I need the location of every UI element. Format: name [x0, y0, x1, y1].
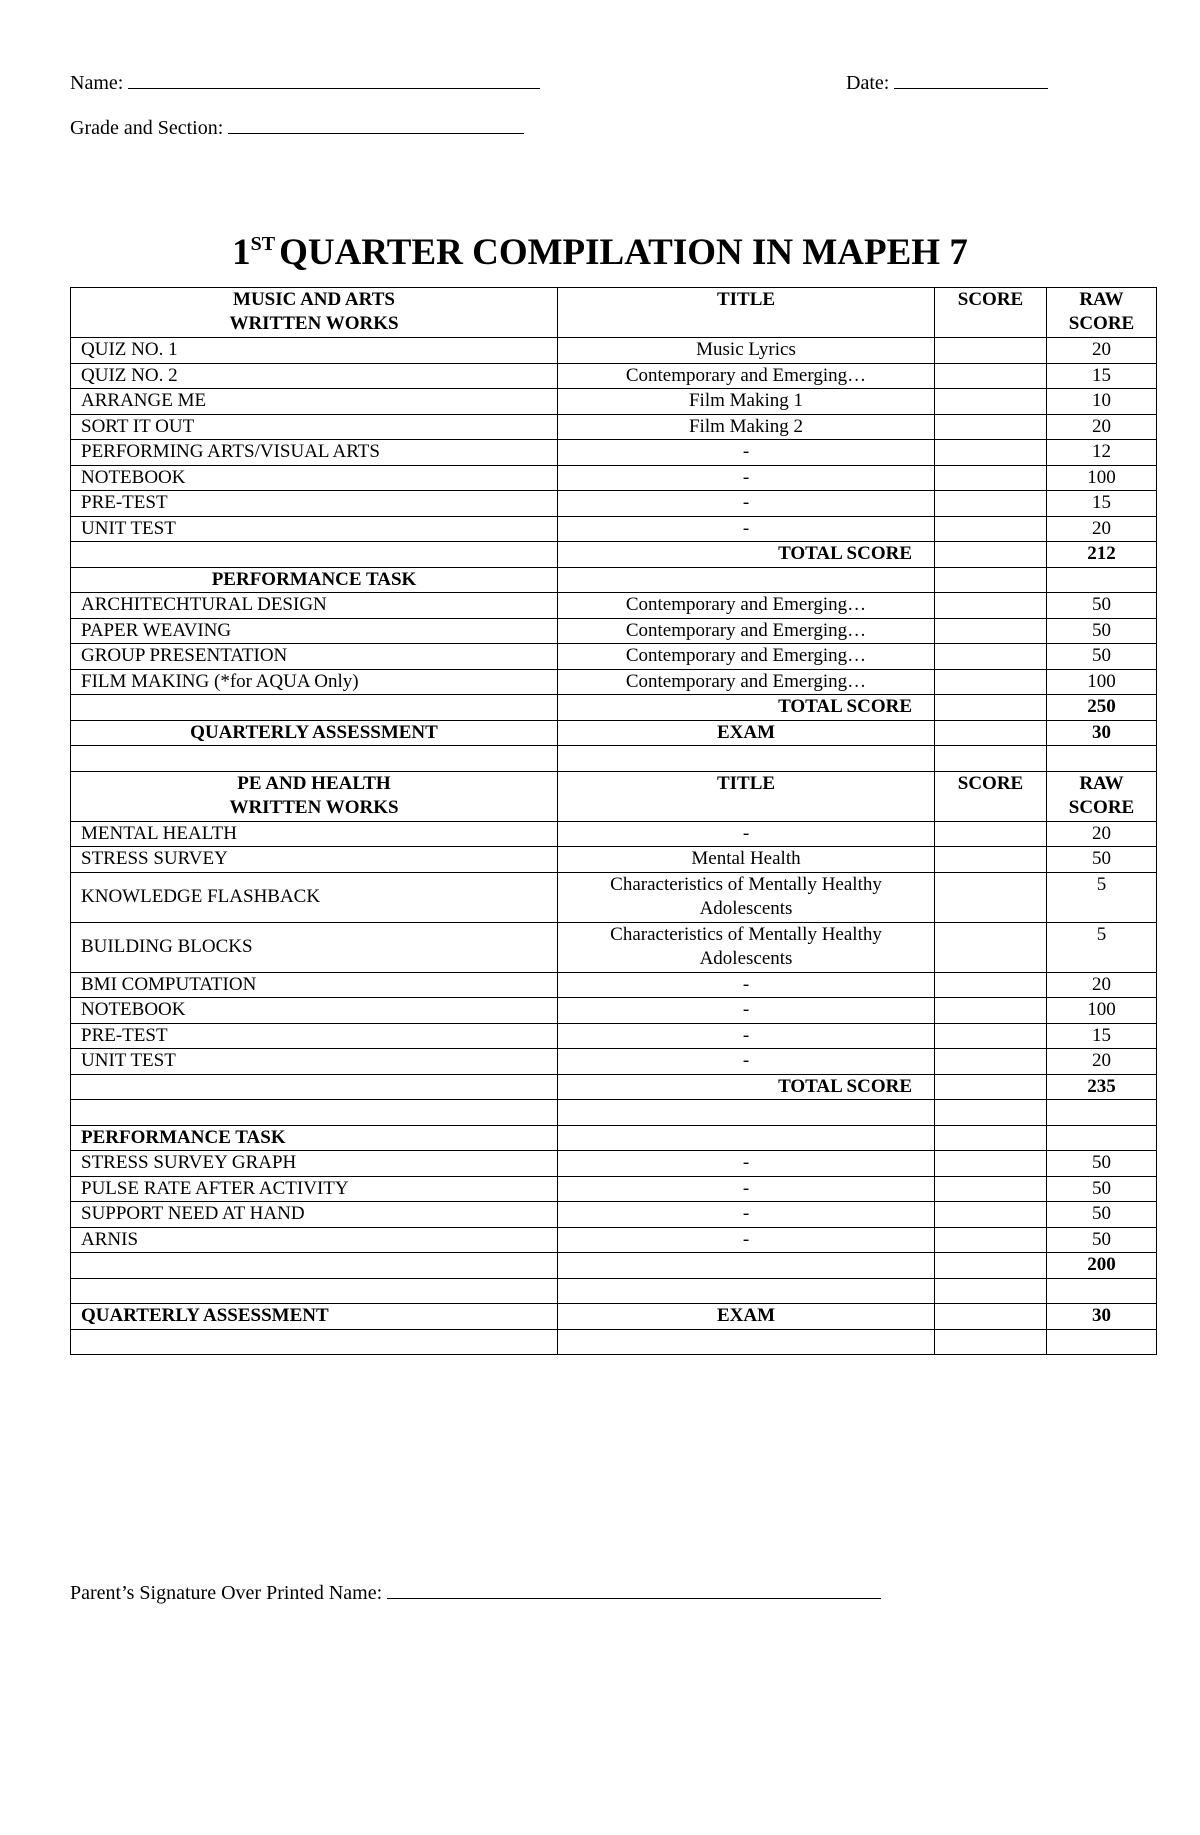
- item-name: QUIZ NO. 2: [71, 363, 558, 389]
- table-row: [71, 414, 1157, 440]
- pe-health-performance-task-row-label: PERFORMANCE TASK: [71, 1125, 558, 1151]
- table-row: [71, 1023, 1157, 1049]
- item-title: -: [558, 465, 935, 491]
- score-input-cell[interactable]: [935, 847, 1047, 873]
- score-input-cell[interactable]: [935, 593, 1047, 619]
- table-row: [71, 491, 1157, 517]
- score-input-cell[interactable]: [935, 414, 1047, 440]
- table-row: [71, 440, 1157, 466]
- raw-score: 50: [1047, 1202, 1157, 1228]
- score-input-cell[interactable]: [935, 363, 1047, 389]
- raw-score: 50: [1047, 644, 1157, 670]
- music-arts-header-raw2: SCORE: [1068, 313, 1135, 334]
- pe-health-header-line1: PE AND HEALTH: [237, 772, 391, 794]
- section-spacer-row: [71, 746, 1157, 772]
- raw-score: 10: [1047, 389, 1157, 415]
- empty-cell: [935, 1278, 1047, 1304]
- raw-score: 15: [1047, 363, 1157, 389]
- item-name: QUIZ NO. 1: [71, 338, 558, 364]
- name-blank-line[interactable]: [128, 70, 540, 89]
- music-arts-performance-task-row-label: PERFORMANCE TASK: [71, 567, 558, 593]
- empty-cell: [558, 746, 935, 772]
- name-label: Name:: [70, 72, 124, 94]
- music-arts-header-line1: MUSIC AND ARTS: [233, 289, 395, 310]
- date-blank-line[interactable]: [894, 70, 1048, 89]
- score-input-cell[interactable]: [935, 338, 1047, 364]
- table-row: [71, 1227, 1157, 1253]
- item-name: PERFORMING ARTS/VISUAL ARTS: [71, 440, 558, 466]
- empty-cell: [71, 1278, 558, 1304]
- item-title: Contemporary and Emerging…: [558, 363, 935, 389]
- title-rest: QUARTER COMPILATION IN MAPEH 7: [279, 232, 968, 273]
- music-arts-quarterly-assessment-row: [71, 720, 1157, 746]
- table-row: [71, 593, 1157, 619]
- score-input-cell[interactable]: [935, 1151, 1047, 1177]
- score-input-cell[interactable]: [935, 465, 1047, 491]
- grade-section-label: Grade and Section:: [70, 117, 224, 139]
- pe-health-header-raw2: SCORE: [1068, 796, 1135, 818]
- item-title: Mental Health: [558, 847, 935, 873]
- item-name: STRESS SURVEY GRAPH: [71, 1151, 558, 1177]
- score-input-cell[interactable]: [935, 389, 1047, 415]
- raw-score: 100: [1047, 669, 1157, 695]
- empty-cell: [1047, 1329, 1157, 1355]
- item-name: NOTEBOOK: [71, 465, 558, 491]
- quarterly-assessment-title: EXAM: [558, 720, 935, 746]
- item-name: MENTAL HEALTH: [71, 821, 558, 847]
- empty-cell: [1047, 1278, 1157, 1304]
- item-title: -: [558, 998, 935, 1024]
- pe-health-pt-total-row: [71, 1253, 1157, 1279]
- item-name: FILM MAKING (*for AQUA Only): [71, 669, 558, 695]
- raw-score: 20: [1047, 1049, 1157, 1075]
- table-row: [71, 1202, 1157, 1228]
- parent-signature-field[interactable]: [70, 1580, 881, 1605]
- score-input-cell[interactable]: [935, 1202, 1047, 1228]
- table-row: [71, 465, 1157, 491]
- table-row: [71, 1176, 1157, 1202]
- raw-score: 20: [1047, 338, 1157, 364]
- blank-row: [71, 1329, 1157, 1355]
- score-input-cell[interactable]: [935, 1176, 1047, 1202]
- item-name: UNIT TEST: [71, 1049, 558, 1075]
- table-row: [71, 516, 1157, 542]
- page-title: [0, 222, 1200, 275]
- empty-cell: [558, 1253, 935, 1279]
- item-name: STRESS SURVEY: [71, 847, 558, 873]
- item-title: Film Making 2: [558, 414, 935, 440]
- raw-score: 20: [1047, 972, 1157, 998]
- table-row: [71, 338, 1157, 364]
- item-title: -: [558, 1023, 935, 1049]
- item-title: -: [558, 1227, 935, 1253]
- item-title: Film Making 1: [558, 389, 935, 415]
- score-input-cell[interactable]: [935, 872, 1047, 922]
- score-input-cell[interactable]: [935, 618, 1047, 644]
- music-arts-header-category: [71, 288, 558, 338]
- music-arts-pt-total-row: [71, 695, 1157, 721]
- item-name: PAPER WEAVING: [71, 618, 558, 644]
- pe-health-header-category: [71, 771, 558, 821]
- total-raw-score: 200: [1047, 1253, 1157, 1279]
- parent-signature-label: Parent’s Signature Over Printed Name:: [70, 1582, 383, 1604]
- empty-cell: [1047, 746, 1157, 772]
- item-name: PULSE RATE AFTER ACTIVITY: [71, 1176, 558, 1202]
- music-arts-header-raw-score: [1047, 288, 1157, 338]
- total-score-input-cell[interactable]: [935, 1074, 1047, 1100]
- empty-cell: [558, 1278, 935, 1304]
- parent-signature-blank-line[interactable]: [387, 1580, 881, 1599]
- table-row: [71, 872, 1157, 922]
- raw-score: 50: [1047, 847, 1157, 873]
- pe-health-header-raw-score: [1047, 771, 1157, 821]
- empty-cell: [935, 1100, 1047, 1126]
- item-title: -: [558, 972, 935, 998]
- raw-score: 100: [1047, 465, 1157, 491]
- empty-cell: [558, 1125, 935, 1151]
- item-title: Characteristics of Mentally Healthy Adolescents: [558, 922, 935, 972]
- table-row: [71, 644, 1157, 670]
- score-input-cell[interactable]: [935, 491, 1047, 517]
- quarterly-assessment-label: QUARTERLY ASSESSMENT: [71, 720, 558, 746]
- empty-cell: [558, 1329, 935, 1355]
- item-name: KNOWLEDGE FLASHBACK: [71, 872, 558, 922]
- quarterly-assessment-label: QUARTERLY ASSESSMENT: [71, 1304, 558, 1330]
- pe-health-quarterly-assessment-row: [71, 1304, 1157, 1330]
- raw-score: 15: [1047, 1023, 1157, 1049]
- score-input-cell[interactable]: [935, 1023, 1047, 1049]
- total-score-label: TOTAL SCORE: [558, 695, 935, 721]
- raw-score: 50: [1047, 1227, 1157, 1253]
- item-title: Music Lyrics: [558, 338, 935, 364]
- raw-score: 12: [1047, 440, 1157, 466]
- empty-cell: [1047, 1100, 1157, 1126]
- title-superscript: ST: [250, 233, 276, 255]
- total-score-label: TOTAL SCORE: [558, 1074, 935, 1100]
- raw-score: 50: [1047, 1151, 1157, 1177]
- raw-score: 20: [1047, 821, 1157, 847]
- empty-cell: [935, 567, 1047, 593]
- empty-cell: [71, 542, 558, 568]
- quarterly-assessment-raw: 30: [1047, 720, 1157, 746]
- performance-task-row: [71, 567, 1157, 593]
- empty-cell: [558, 567, 935, 593]
- name-field[interactable]: [70, 70, 540, 95]
- item-name: SORT IT OUT: [71, 414, 558, 440]
- empty-cell: [71, 1074, 558, 1100]
- item-name: PRE-TEST: [71, 1023, 558, 1049]
- score-input-cell[interactable]: [935, 1227, 1047, 1253]
- date-field[interactable]: [846, 70, 1048, 95]
- table-row: [71, 847, 1157, 873]
- item-name: ARRANGE ME: [71, 389, 558, 415]
- total-score-label: TOTAL SCORE: [558, 542, 935, 568]
- raw-score: 20: [1047, 414, 1157, 440]
- table-row: [71, 669, 1157, 695]
- table-row: [71, 922, 1157, 972]
- raw-score: 100: [1047, 998, 1157, 1024]
- compilation-table: [70, 287, 1157, 1355]
- score-input-cell[interactable]: [935, 998, 1047, 1024]
- item-title: Contemporary and Emerging…: [558, 644, 935, 670]
- table-row: [71, 972, 1157, 998]
- item-name: BMI COMPUTATION: [71, 972, 558, 998]
- item-name: ARCHITECHTURAL DESIGN: [71, 593, 558, 619]
- empty-cell: [1047, 1125, 1157, 1151]
- item-name: ARNIS: [71, 1227, 558, 1253]
- item-title: -: [558, 1176, 935, 1202]
- score-input-cell[interactable]: [935, 440, 1047, 466]
- music-arts-header-row: [71, 288, 1157, 338]
- item-title: -: [558, 1151, 935, 1177]
- quarterly-assessment-title: EXAM: [558, 1304, 935, 1330]
- pe-health-header-score: SCORE: [935, 771, 1047, 821]
- pe-health-header-row: [71, 771, 1157, 821]
- item-name: BUILDING BLOCKS: [71, 922, 558, 972]
- score-input-cell[interactable]: [935, 669, 1047, 695]
- score-input-cell[interactable]: [935, 972, 1047, 998]
- table-row: [71, 363, 1157, 389]
- pe-health-header-line2: WRITTEN WORKS: [229, 796, 399, 818]
- item-title: -: [558, 440, 935, 466]
- table-row: [71, 389, 1157, 415]
- blank-row: [71, 1278, 1157, 1304]
- empty-cell: [71, 1100, 558, 1126]
- music-arts-header-raw1: RAW: [1079, 289, 1124, 310]
- music-arts-header-score: SCORE: [935, 288, 1047, 338]
- item-title: -: [558, 491, 935, 517]
- grade-section-blank-line[interactable]: [228, 115, 524, 134]
- score-input-cell[interactable]: [935, 516, 1047, 542]
- total-raw-score: 250: [1047, 695, 1157, 721]
- empty-cell: [71, 1253, 558, 1279]
- quarterly-assessment-score-cell[interactable]: [935, 720, 1047, 746]
- quarterly-assessment-raw: 30: [1047, 1304, 1157, 1330]
- music-arts-header-line2: WRITTEN WORKS: [229, 313, 399, 334]
- table-row: [71, 618, 1157, 644]
- item-title: Contemporary and Emerging…: [558, 618, 935, 644]
- empty-cell: [71, 746, 558, 772]
- performance-task-row: [71, 1125, 1157, 1151]
- total-score-input-cell[interactable]: [935, 542, 1047, 568]
- title-prefix: 1: [232, 232, 251, 273]
- blank-row: [71, 1100, 1157, 1126]
- pe-health-header-raw1: RAW: [1079, 772, 1124, 794]
- score-input-cell[interactable]: [935, 644, 1047, 670]
- raw-score: 50: [1047, 1176, 1157, 1202]
- item-title: Contemporary and Emerging…: [558, 593, 935, 619]
- date-label: Date:: [846, 72, 890, 94]
- quarterly-assessment-score-cell[interactable]: [935, 1304, 1047, 1330]
- score-input-cell[interactable]: [935, 922, 1047, 972]
- table-row: [71, 1049, 1157, 1075]
- empty-cell: [71, 695, 558, 721]
- empty-cell: [935, 1329, 1047, 1355]
- raw-score: 5: [1047, 872, 1157, 922]
- empty-cell: [935, 746, 1047, 772]
- table-row: [71, 1151, 1157, 1177]
- pe-health-ww-total-row: [71, 1074, 1157, 1100]
- total-score-input-cell[interactable]: [935, 695, 1047, 721]
- compilation-table-body: [71, 288, 1157, 1355]
- empty-cell: [1047, 567, 1157, 593]
- total-score-input-cell[interactable]: [935, 1253, 1047, 1279]
- table-row: [71, 821, 1157, 847]
- item-title: -: [558, 1049, 935, 1075]
- music-arts-header-title: TITLE: [558, 288, 935, 338]
- total-raw-score: 212: [1047, 542, 1157, 568]
- raw-score: 50: [1047, 593, 1157, 619]
- raw-score: 50: [1047, 618, 1157, 644]
- total-raw-score: 235: [1047, 1074, 1157, 1100]
- music-arts-ww-total-row: [71, 542, 1157, 568]
- item-name: NOTEBOOK: [71, 998, 558, 1024]
- item-title: -: [558, 516, 935, 542]
- item-name: UNIT TEST: [71, 516, 558, 542]
- score-input-cell[interactable]: [935, 821, 1047, 847]
- item-title: Characteristics of Mentally Healthy Adolescents: [558, 872, 935, 922]
- item-title: -: [558, 1202, 935, 1228]
- item-name: SUPPORT NEED AT HAND: [71, 1202, 558, 1228]
- raw-score: 5: [1047, 922, 1157, 972]
- score-input-cell[interactable]: [935, 1049, 1047, 1075]
- empty-cell: [935, 1125, 1047, 1151]
- item-name: GROUP PRESENTATION: [71, 644, 558, 670]
- grade-section-field[interactable]: [70, 115, 524, 140]
- empty-cell: [71, 1329, 558, 1355]
- raw-score: 20: [1047, 516, 1157, 542]
- item-title: Contemporary and Emerging…: [558, 669, 935, 695]
- table-row: [71, 998, 1157, 1024]
- raw-score: 15: [1047, 491, 1157, 517]
- item-title: -: [558, 821, 935, 847]
- pe-health-header-title: TITLE: [558, 771, 935, 821]
- item-name: PRE-TEST: [71, 491, 558, 517]
- empty-cell: [558, 1100, 935, 1126]
